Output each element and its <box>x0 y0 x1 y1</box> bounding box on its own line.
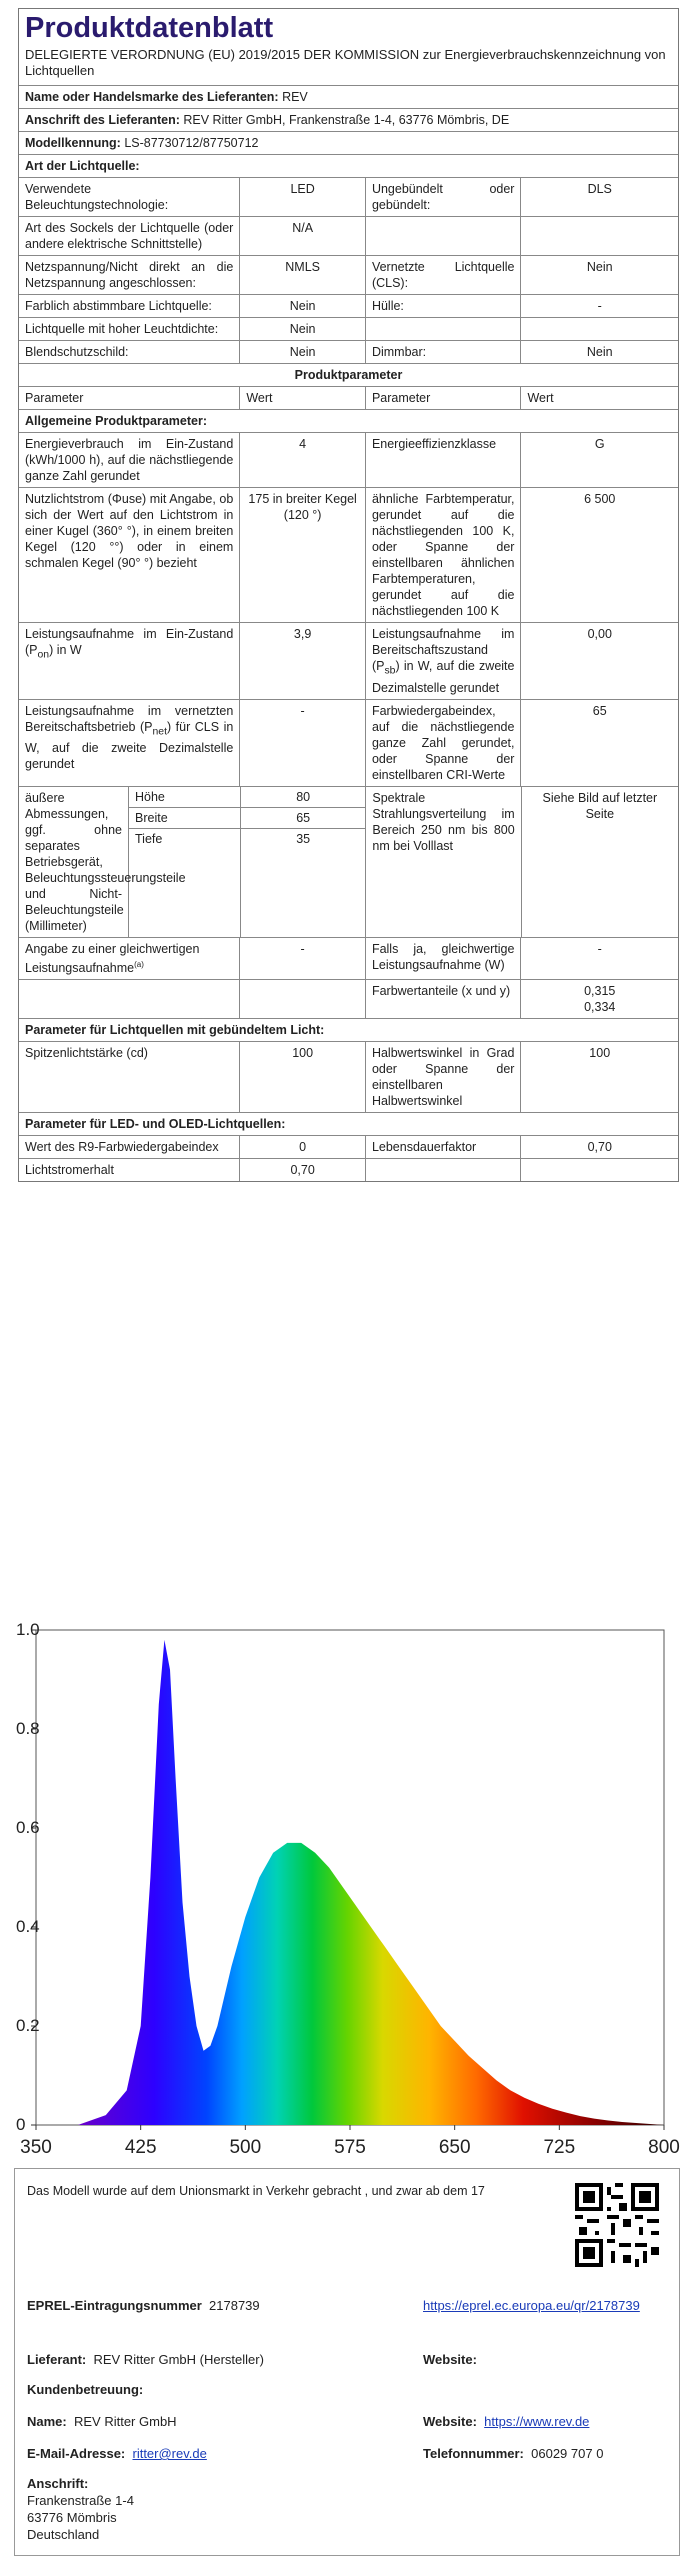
lightsource-row <box>19 177 678 216</box>
spectrum-chart-svg <box>14 1620 682 2160</box>
lightsource-row <box>19 317 678 340</box>
chroma-param: Farbwertanteile (x und y) <box>366 980 522 1018</box>
x-tick-label: 425 <box>124 2137 157 2158</box>
lightsource-row <box>19 340 678 363</box>
directional-heading: Parameter für Lichtquellen mit gebündeltem Licht: <box>25 1022 325 1037</box>
cct-value: 6 500 <box>584 492 616 506</box>
lightsource-param: Lichtquelle mit hoher Leuchtdichte: <box>19 318 240 340</box>
lightsource-value: Nein <box>240 341 366 363</box>
peak-row <box>19 1041 678 1112</box>
energy-param: Energieverbrauch im Ein-Zustand (kWh/1000 h), auf die nächstliegende ganze Zahl gerundet <box>19 433 240 487</box>
model-value: LS-87730712/87750712 <box>124 136 259 150</box>
lightsource-param: Blendschutzschild: <box>19 341 240 363</box>
x-tick-label: 500 <box>229 2137 262 2158</box>
y-tick-label: 0.4 <box>16 1917 40 1936</box>
address-line1: Frankenstraße 1-4 <box>27 2493 134 2508</box>
lightsource-value: LED <box>240 178 366 216</box>
model-row <box>19 131 678 154</box>
general-heading: Allgemeine Produktparameter: <box>25 414 207 428</box>
height-label: Höhe <box>129 787 240 808</box>
lightsource-value: NMLS <box>240 256 366 294</box>
y-tick-label: 0.2 <box>16 2016 40 2035</box>
energy-value: 4 <box>240 433 366 487</box>
x-tick-label: 350 <box>20 2137 52 2158</box>
supplier-name-value: REV <box>282 90 308 104</box>
maintenance-row <box>19 1158 678 1181</box>
lightsource-value-2: - <box>597 299 602 313</box>
support-heading: Kundenbetreuung: <box>27 2382 144 2397</box>
lightsource-param-2: Hülle: <box>366 295 522 317</box>
supplier-address-label: Anschrift des Lieferanten: <box>25 113 180 127</box>
lightsource-heading-row <box>19 154 678 177</box>
spectrum-param: Spektrale Strahlungsverteilung im Bereich 250 nm bis 800 nm bei Volllast <box>366 787 521 937</box>
energy-row <box>19 432 678 487</box>
cri-param: Farbwiedergabeindex, auf die nächstliegende ganze Zahl gerundet, oder Spanne der einstellbaren CRI-Werte <box>366 700 522 786</box>
height-value: 80 <box>241 787 365 808</box>
lightsource-param-2 <box>366 318 522 340</box>
power-net-param: Leistungsaufnahme im vernetzten Bereitschaftsbetrieb $(P_{net})$ für CLS in W, auf die zweite Dezimalstelle gerundet <box>19 700 240 786</box>
lifetime-value: 0,70 <box>587 1139 612 1154</box>
x-tick-label: 725 <box>543 2137 576 2158</box>
power-net-value: - <box>240 700 366 786</box>
params-heading-row <box>19 363 678 386</box>
lightsource-param-2: Dimmbar: <box>366 341 522 363</box>
lightsource-row <box>19 294 678 317</box>
equiv-power-param: Falls ja, gleichwertige Leistungsaufnahme (W) <box>366 938 522 979</box>
address-line2: 63776 Mömbris <box>27 2510 117 2525</box>
lightsource-value-2 <box>521 217 678 255</box>
col-value-1: Wert <box>240 387 366 409</box>
depth-value: 35 <box>296 831 311 846</box>
params-colheader-row <box>19 386 678 409</box>
model-label: Modellkennung: <box>25 136 121 150</box>
x-tick-label: 650 <box>438 2137 471 2158</box>
cct-param: ähnliche Farbtemperatur, gerundet auf die nächstliegenden 100 K, oder Spanne der einstellbaren ähnlichen Farbtemperaturen, gerundet auf die nächstliegenden 100 K <box>366 488 522 622</box>
equiv-row <box>19 937 678 979</box>
efficiency-class-value: G <box>594 437 605 451</box>
beam-angle-param: Halbwertswinkel in Grad oder Spanne der einstellbaren Halbwertswinkel <box>366 1042 522 1112</box>
lightsource-heading: Art der Lichtquelle: <box>25 159 140 173</box>
general-heading-row <box>19 409 678 432</box>
peak-value: 100 <box>240 1042 366 1112</box>
r9-param: Wert des R9-Farbwiedergabeindex <box>19 1136 240 1158</box>
supplier-value: REV Ritter GmbH (Hersteller) <box>93 2352 264 2367</box>
y-tick-label: 0 <box>16 2115 26 2134</box>
depth-label: Tiefe <box>135 831 163 846</box>
x-tick-label: 800 <box>648 2137 680 2158</box>
eprel-value: 2178739 <box>209 2298 260 2313</box>
power-standby-param: Leistungsaufnahme im Bereitschaftszustand $(P_{sb})$ in W, auf die zweite Dezimalstelle gerundet <box>366 623 522 699</box>
power-on-row <box>19 622 678 699</box>
lightsource-value-2: Nein <box>586 345 613 359</box>
chroma-value: 0,315 0,334 <box>584 983 616 1014</box>
eprel-label: EPREL-Eintragungsnummer <box>27 2298 202 2313</box>
lightsource-param: Farblich abstimmbare Lichtquelle: <box>19 295 240 317</box>
market-text: Das Modell wurde auf dem Unionsmarkt in Verkehr gebracht , und zwar ab dem 17 <box>27 2184 485 2198</box>
y-tick-label: 0.6 <box>16 1818 40 1837</box>
col-param-1: Parameter <box>19 387 240 409</box>
flux-value: 175 in breiter Kegel (120 °) <box>240 488 366 622</box>
qr-code-icon[interactable] <box>575 2183 659 2267</box>
product-info-panel <box>14 2168 680 2556</box>
power-on-param: Leistungsaufnahme im Ein-Zustand $(P_{on})$ in W <box>19 623 240 699</box>
efficiency-class-param: Energieeffizienzklasse <box>366 433 522 487</box>
website-link[interactable]: https://www.rev.de <box>484 2414 590 2429</box>
lightsource-value: N/A <box>240 217 366 255</box>
supplier-name-label: Name oder Handelsmarke des Lieferanten: <box>25 90 279 104</box>
maintenance-value: 0,70 <box>240 1159 366 1181</box>
lightsource-value: Nein <box>240 295 366 317</box>
y-tick-label: 0.8 <box>16 1719 40 1738</box>
equiv-value: - <box>240 938 366 979</box>
r9-row <box>19 1135 678 1158</box>
equiv-power-value: - <box>597 941 602 956</box>
lightsource-param-2: Vernetzte Lichtquelle (CLS): <box>366 256 522 294</box>
supplier-address-row <box>19 108 678 131</box>
product-datasheet <box>18 8 679 1182</box>
spectrum-value: Siehe Bild auf letzter Seite <box>542 790 658 821</box>
supplier-name-row <box>19 85 678 108</box>
directional-heading-row <box>19 1018 678 1041</box>
equiv-param: Angabe zu einer gleichwertigen Leistungsaufnahme$^{(a)}$ <box>19 938 240 979</box>
lightsource-param: Art des Sockels der Lichtquelle (oder andere elektrische Schnittstelle) <box>19 217 240 255</box>
maintenance-param: Lichtstromerhalt <box>19 1159 240 1181</box>
lightsource-row <box>19 255 678 294</box>
led-heading-row <box>19 1112 678 1135</box>
lightsource-param-2: Ungebündelt oder gebündelt: <box>366 178 522 216</box>
website-label: Website: <box>423 2352 477 2367</box>
width-value: 65 <box>241 808 365 829</box>
width-label: Breite <box>129 808 240 829</box>
lightsource-param-2 <box>366 217 522 255</box>
phone-label: Telefonnummer: <box>423 2446 524 2461</box>
dimensions-param: äußere Abmessungen, ggf. ohne separates Betriebsgerät, Beleuchtungssteuerungsteile und Nicht-Beleuchtungsteile (Millimeter) <box>19 787 129 937</box>
col-param-2: Parameter <box>366 387 522 409</box>
flux-param: Nutzlichtstrom (Φuse) mit Angabe, ob sich der Wert auf den Lichtstrom in einer Kugel (360° °), in einem breiten Kegel (120 °°) oder in einem schmalen Kegel (90° °) bezieht <box>19 488 240 622</box>
power-net-row <box>19 699 678 786</box>
website2-label: Website: <box>423 2414 477 2429</box>
email-link[interactable]: ritter@rev.de <box>132 2446 207 2461</box>
address-line3: Deutschland <box>27 2527 100 2542</box>
lightsource-value-2: DLS <box>587 182 612 196</box>
lightsource-param: Verwendete Beleuchtungstechnologie: <box>19 178 240 216</box>
col-value-2: Wert <box>527 391 554 405</box>
name-value: REV Ritter GmbH <box>73 2414 177 2429</box>
power-standby-value: 0,00 <box>587 627 612 641</box>
flux-row <box>19 487 678 622</box>
chroma-row <box>19 979 678 1018</box>
params-heading: Produktparameter <box>294 368 403 382</box>
cri-value: 65 <box>592 703 607 718</box>
regulation-subtitle: DELEGIERTE VERORDNUNG (EU) 2019/2015 DER KOMMISSION zur Energieverbrauchskennzeichnung von Lichtquellen <box>25 47 666 78</box>
lightsource-value-2 <box>521 318 678 340</box>
x-tick-label: 575 <box>334 2137 366 2158</box>
lightsource-row <box>19 216 678 255</box>
y-tick-label: 1.0 <box>16 1620 40 1639</box>
lifetime-param: Lebensdauerfaktor <box>366 1136 522 1158</box>
lightsource-value-2: Nein <box>586 260 613 274</box>
page-title: Produktdatenblatt <box>25 12 274 44</box>
led-heading: Parameter für LED- und OLED-Lichtquellen: <box>25 1116 286 1131</box>
name-label: Name: <box>27 2414 67 2429</box>
address-label: Anschrift: <box>27 2476 89 2491</box>
supplier-address-value: REV Ritter GmbH, Frankenstraße 1-4, 63776 Mömbris, DE <box>183 113 510 127</box>
dimensions-row <box>19 786 678 937</box>
lightsource-value: Nein <box>240 318 366 340</box>
phone-value: 06029 707 0 <box>531 2446 604 2461</box>
supplier-label: Lieferant: <box>27 2352 87 2367</box>
email-label: E-Mail-Adresse: <box>27 2446 126 2461</box>
peak-param: Spitzenlichtstärke (cd) <box>19 1042 240 1112</box>
eprel-link[interactable]: https://eprel.ec.europa.eu/qr/2178739 <box>423 2298 640 2313</box>
r9-value: 0 <box>240 1136 366 1158</box>
beam-angle-value: 100 <box>589 1045 611 1060</box>
spectrum-chart <box>14 1620 682 2160</box>
lightsource-param: Netzspannung/Nicht direkt an die Netzspannung angeschlossen: <box>19 256 240 294</box>
power-on-value: 3,9 <box>240 623 366 699</box>
